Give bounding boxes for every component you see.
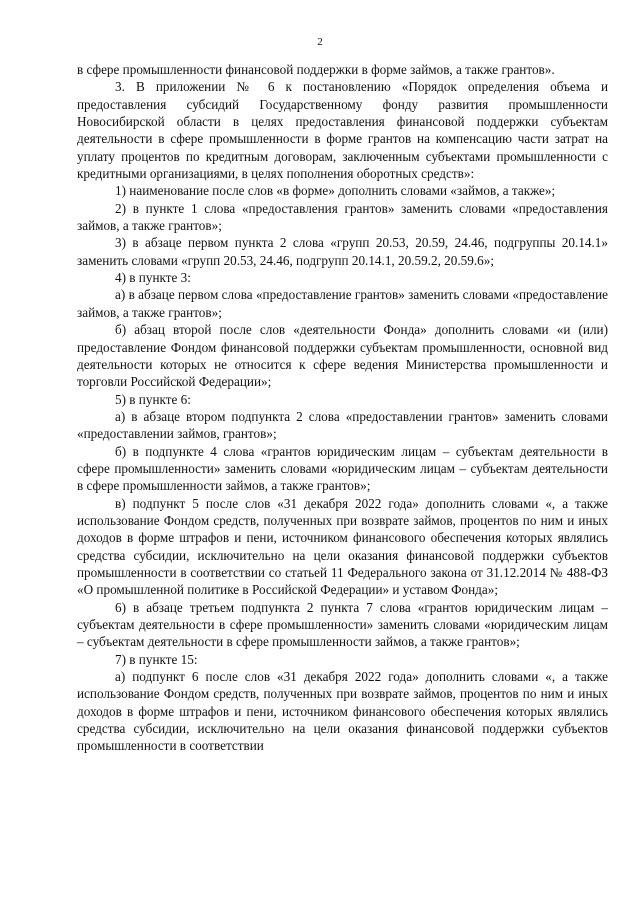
paragraph-subitem-3: 3) в абзаце первом пункта 2 слова «групп 20.53, 20.59, 24.46, подгруппы 20.14.1» заменить словами «групп 20.53, 24.46, подгрупп 20.14.1, 20.59.2, 20.59.6»; (77, 235, 608, 268)
paragraph-subitem-1: 1) наименование после слов «в форме» дополнить словами «займов, а также»; (115, 183, 556, 199)
paragraph-subitem-5c: в) подпункт 5 после слов «31 декабря 2022 года» дополнить словами «, а также использование Фондом средств, полученных при возврате займов, процентов по ним и иных доходов в форме штрафов и пени, источником финансового обеспечения которых являлись средства субсидии, исключительно на цели оказания финансовой поддержки субъектов промышленности в соответствии со статьей 11 Федерального закона от 31.12.2014 № 488-ФЗ «О промышленной политике в Российской Федерации» и уставом Фонда»; (77, 495, 608, 598)
paragraph-subitem-7: 7) в пункте 15: (115, 651, 198, 667)
paragraph-subitem-6: 6) в абзаце третьем подпункта 2 пункта 7 слова «грантов юридическим лицам – субъектам деятельности в сфере промышленности» заменить словами «юридическим лицам – субъектам деятельности в сфере промышленности займов, а также грантов»; (77, 599, 608, 650)
paragraph-subitem-5: 5) в пункте 6: (115, 391, 191, 407)
document-body (77, 61, 608, 755)
page-number: 2 (317, 36, 323, 48)
paragraph-subitem-2: 2) в пункте 1 слова «предоставления грантов» заменить словами «предоставления займов, а также грантов»; (77, 200, 608, 234)
paragraph-subitem-4: 4) в пункте 3: (115, 270, 191, 286)
paragraph-continuation: в сфере промышленности финансовой поддержки в форме займов, а также грантов». (77, 62, 555, 77)
paragraph-subitem-5b: б) в подпункте 4 слова «грантов юридическим лицам – субъектам деятельности в сфере промышленности» заменить словами «юридическим лицам – субъектам деятельности в сфере промышленности займов, а также грантов»; (77, 443, 608, 494)
paragraph-subitem-7a: а) подпункт 6 после слов «31 декабря 2022 года» дополнить словами «, а также использование Фондом средств, полученных при возврате займов, процентов по ним и иных доходов в форме штрафов и пени, источником финансового обеспечения которых являлись средства субсидии, исключительно на цели оказания финансовой поддержки субъектов промышленности в соответствии (77, 669, 608, 754)
paragraph-subitem-4b: б) абзац второй после слов «деятельности Фонда» дополнить словами «и (или) предоставление Фондом финансовой поддержки субъектам промышленности, основной вид деятельности которых не относится к сфере ведения Министерства промышленности и торговли Российской Федерации»; (77, 322, 608, 390)
paragraph-subitem-4a: а) в абзаце первом слова «предоставление грантов» заменить словами «предоставление займов, а также грантов»; (77, 287, 608, 320)
paragraph-item-3: 3. В приложении № 6 к постановлению «Порядок определения объема и предоставления субсидий Государственному фонду развития промышленности Новосибирской области в целях предоставления финансовой поддержки субъектам деятельности в сфере промышленности в форме грантов на компенсацию части затрат на уплату процентов по кредитным договорам, заключенным субъектами промышленности с кредитными организациями, в целях пополнения оборотных средств»: (77, 79, 608, 182)
paragraph-subitem-5a: а) в абзаце втором подпункта 2 слова «предоставлении грантов» заменить словами «предоставлении займов, грантов»; (77, 408, 608, 442)
